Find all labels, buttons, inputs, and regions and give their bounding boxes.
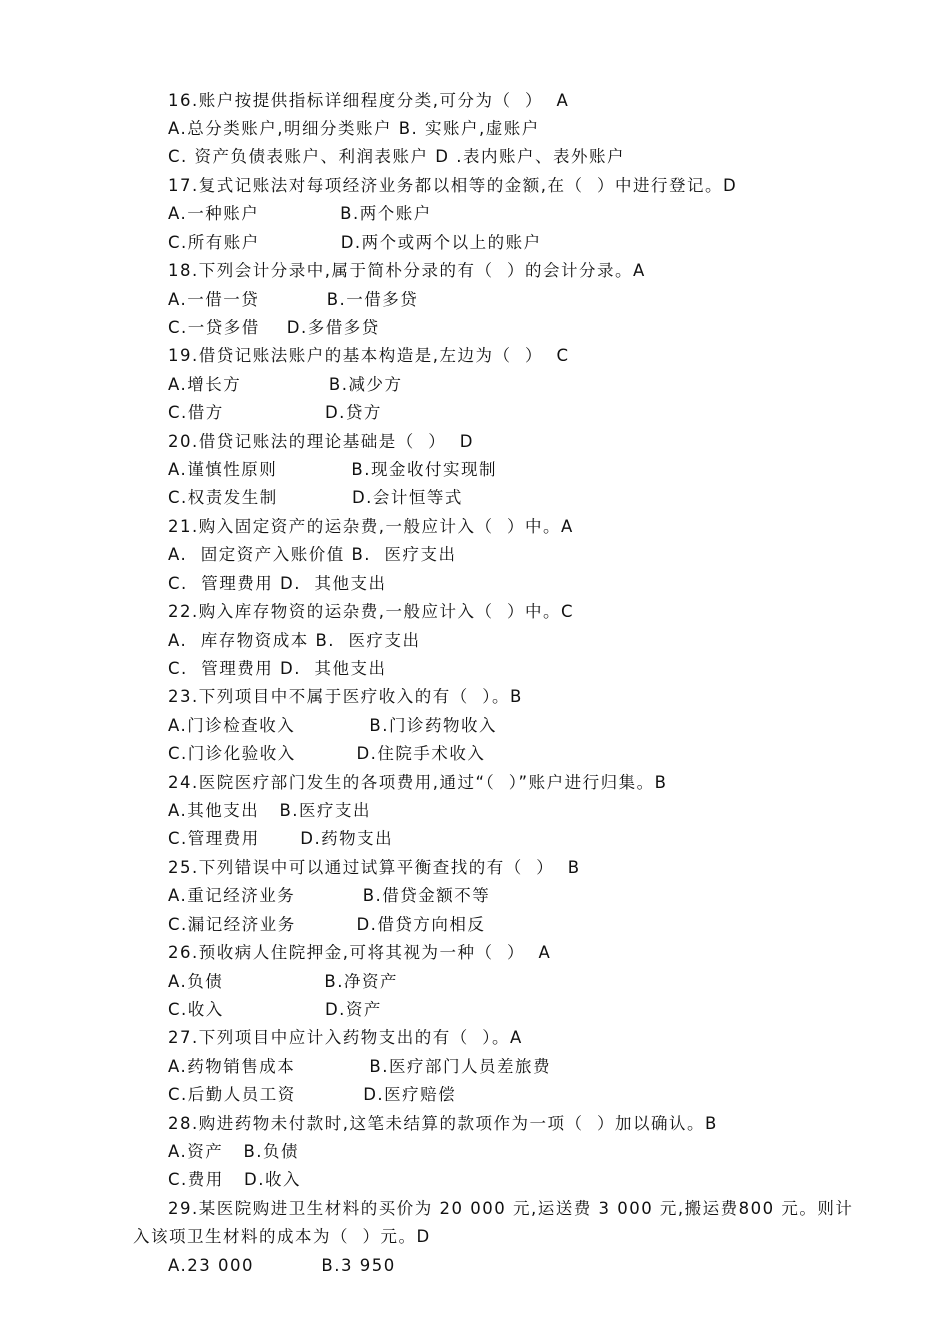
- question-28-opt-cd: C.费用 D.收入: [168, 1170, 301, 1189]
- question-29: 29.某医院购进卫生材料的买价为 20 000 元,运送费 3 000 元,搬运费800 元。则计: [168, 1199, 854, 1218]
- question-24-opt-cd: C.管理费用 D.药物支出: [168, 829, 394, 848]
- question-18-opt-cd: C.一贷多借 D.多借多贷: [168, 318, 380, 337]
- question-17: 17.复式记账法对每项经济业务都以相等的金额,在（ ）中进行登记。D: [168, 176, 738, 195]
- question-26-opt-ab: A.负债 B.净资产: [168, 972, 398, 991]
- question-20-opt-ab: A.谨慎性原则 B.现金收付实现制: [168, 460, 498, 479]
- question-24: 24.医院医疗部门发生的各项费用,通过“（ ）”账户进行归集。B: [168, 773, 668, 792]
- question-25-opt-ab: A.重记经济业务 B.借贷金额不等: [168, 886, 491, 905]
- question-21-opt-ab: A. 固定资产入账价值 B. 医疗支出: [168, 545, 457, 564]
- question-19-opt-ab: A.增长方 B.减少方: [168, 375, 403, 394]
- question-27: 27.下列项目中应计入药物支出的有（ ）。A: [168, 1028, 523, 1047]
- question-28: 28.购进药物未付款时,这笔未结算的款项作为一项（ ）加以确认。B: [168, 1114, 718, 1133]
- question-18: 18.下列会计分录中,属于简朴分录的有（ ）的会计分录。A: [168, 261, 646, 280]
- question-27-opt-cd: C.后勤人员工资 D.医疗赔偿: [168, 1085, 457, 1104]
- question-16-opt-ab: A.总分类账户,明细分类账户 B. 实账户,虚账户: [168, 119, 540, 138]
- question-20: 20.借贷记账法的理论基础是（ ） D: [168, 432, 474, 451]
- question-29-opt-ab: A.23 000 B.3 950: [168, 1256, 396, 1275]
- question-17-opt-ab: A.一种账户 B.两个账户: [168, 204, 432, 223]
- question-25: 25.下列错误中可以通过试算平衡查找的有（ ） B: [168, 858, 581, 877]
- question-19-opt-cd: C.借方 D.贷方: [168, 403, 382, 422]
- question-21: 21.购入固定资产的运杂费,一般应计入（ ）中。A: [168, 517, 574, 536]
- question-16-opt-cd: C. 资产负债表账户、利润表账户 D .表内账户、表外账户: [168, 147, 625, 166]
- question-17-opt-cd: C.所有账户 D.两个或两个以上的账户: [168, 233, 542, 252]
- question-24-opt-ab: A.其他支出 B.医疗支出: [168, 801, 372, 820]
- question-23-opt-cd: C.门诊化验收入 D.住院手术收入: [168, 744, 486, 763]
- question-26: 26.预收病人住院押金,可将其视为一种（ ） A: [168, 943, 552, 962]
- question-18-opt-ab: A.一借一贷 B.一借多贷: [168, 290, 419, 309]
- question-22: 22.购入库存物资的运杂费,一般应计入（ ）中。C: [168, 602, 574, 621]
- question-28-opt-ab: A.资产 B.负债: [168, 1142, 300, 1161]
- question-27-opt-ab: A.药物销售成本 B.医疗部门人员差旅费: [168, 1057, 552, 1076]
- question-23: 23.下列项目中不属于医疗收入的有（ ）。B: [168, 687, 523, 706]
- question-22-opt-cd: C. 管理费用 D. 其他支出: [168, 659, 387, 678]
- question-21-opt-cd: C. 管理费用 D. 其他支出: [168, 574, 387, 593]
- question-29-continued: 入该项卫生材料的成本为（ ）元。D: [133, 1227, 431, 1246]
- question-23-opt-ab: A.门诊检查收入 B.门诊药物收入: [168, 716, 498, 735]
- question-20-opt-cd: C.权责发生制 D.会计恒等式: [168, 488, 463, 507]
- question-25-opt-cd: C.漏记经济业务 D.借贷方向相反: [168, 915, 486, 934]
- question-22-opt-ab: A. 库存物资成本 B. 医疗支出: [168, 631, 421, 650]
- question-16: 16.账户按提供指标详细程度分类,可分为（ ） A: [168, 91, 570, 110]
- question-26-opt-cd: C.收入 D.资产: [168, 1000, 382, 1019]
- question-19: 19.借贷记账法账户的基本构造是,左边为（ ） C: [168, 346, 570, 365]
